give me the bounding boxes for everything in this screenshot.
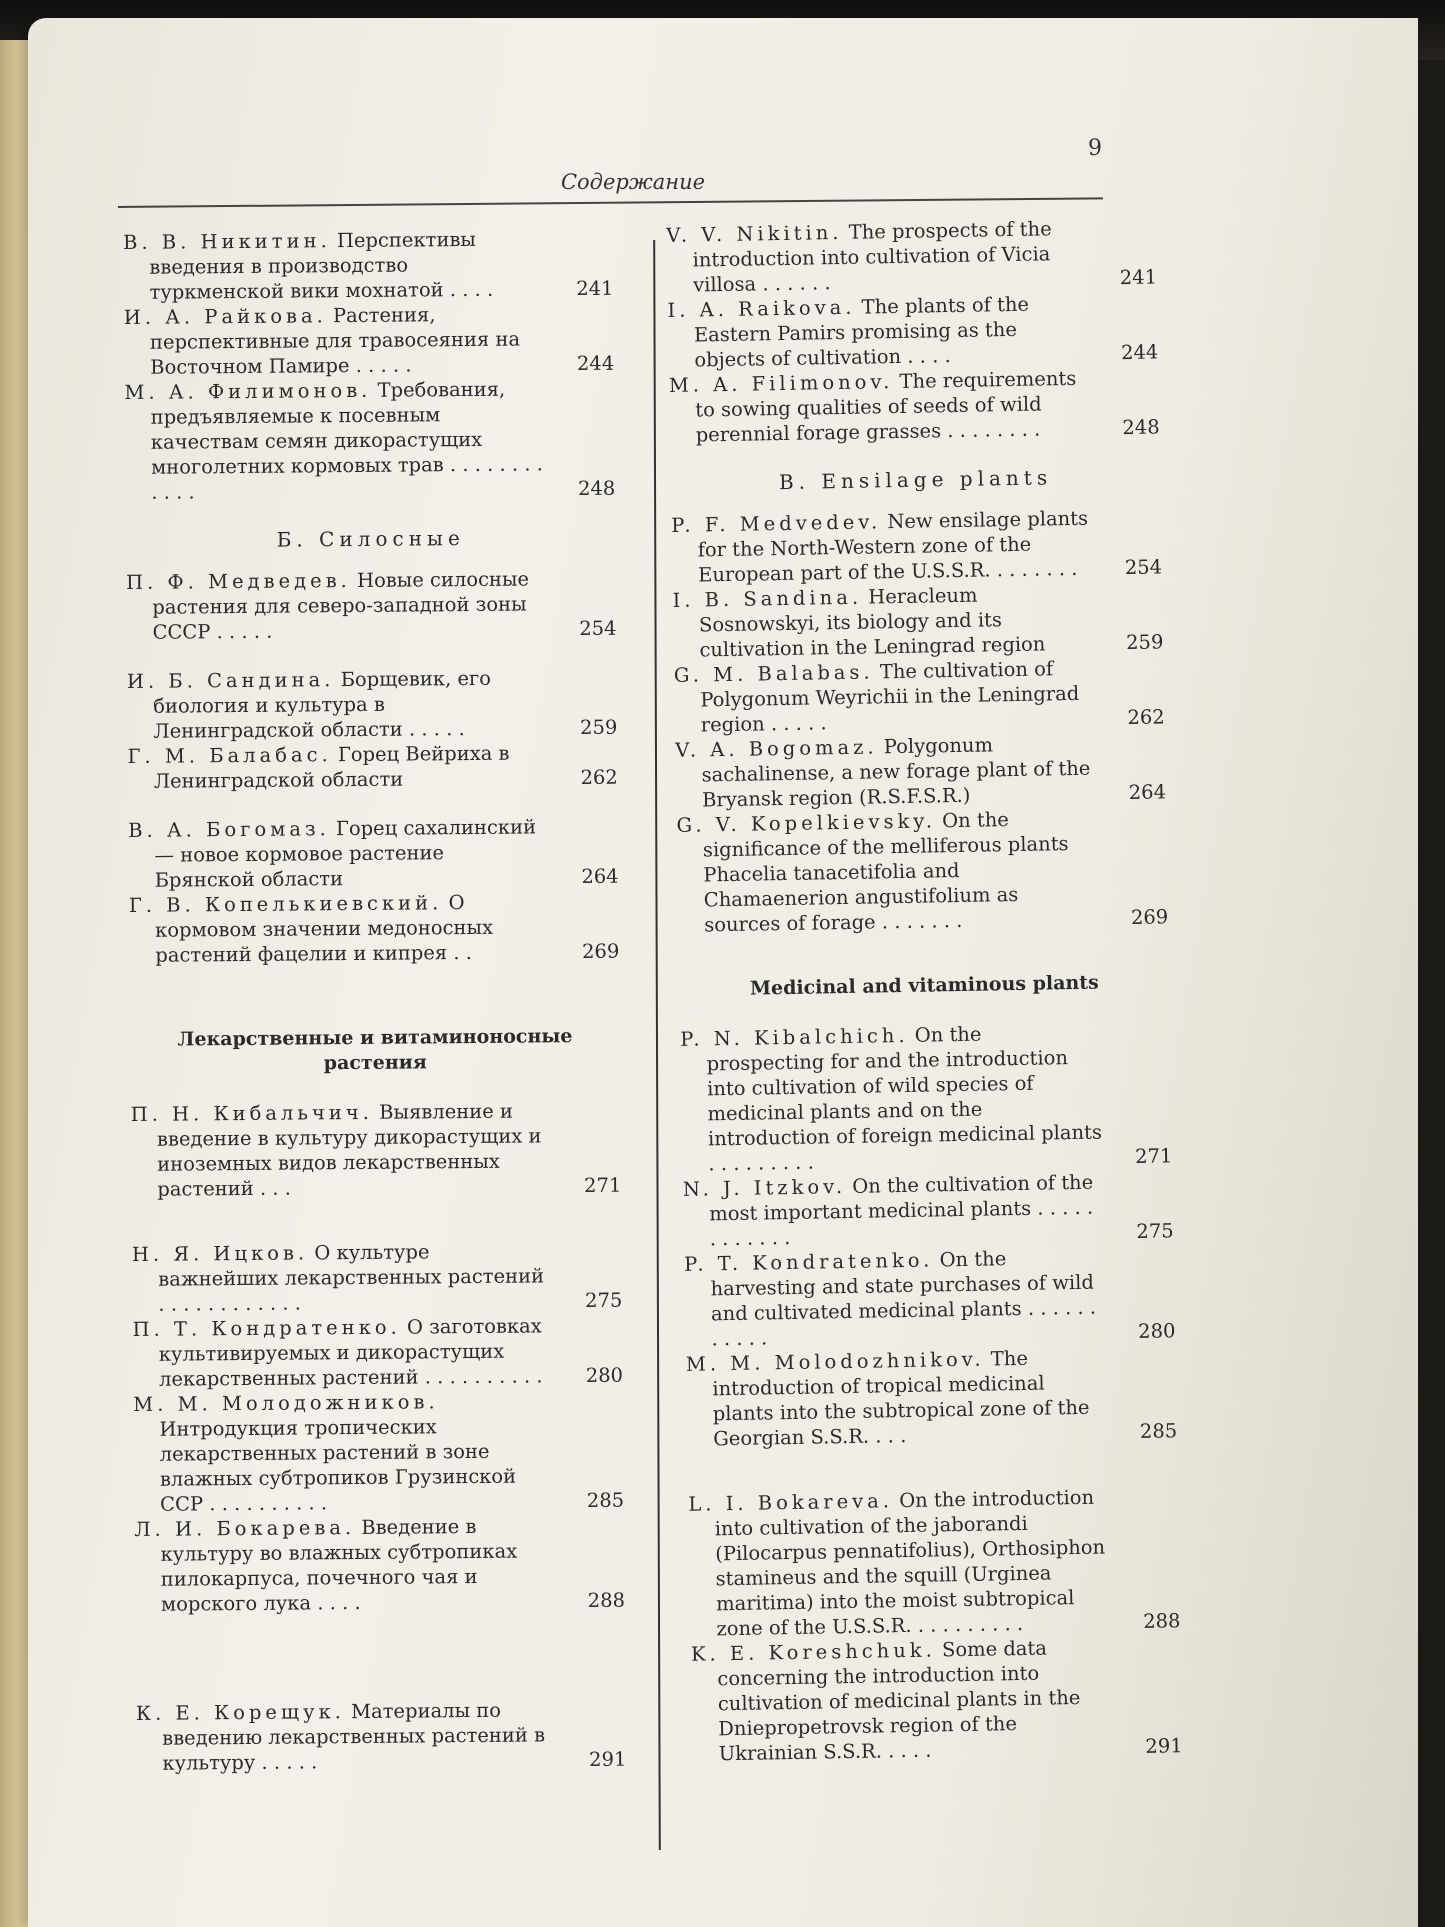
entry-author: M. M. Molodozhnikov. xyxy=(685,1347,985,1376)
toc-entry: P. F. Medvedev. New ensilage plants for the North-Western zone of the European part of the U.S.S.R. . . . . . . . 254 xyxy=(671,506,1163,587)
entry-title: Требования, предъявляемые к посевным качествам семян дикорастущих многолетних кормовых трав xyxy=(150,377,506,479)
entry-author: V. V. Nikitin. xyxy=(666,220,843,247)
entry-author: P. T. Kondratenko. xyxy=(683,1248,934,1276)
entry-author: Г. М. Балабас. xyxy=(127,743,332,768)
toc-entry: М. М. Молодожников. Интродукция тропических лекарственных растений в зоне влажных субтропиков Грузинской ССР . . . . . . . . . . 285 xyxy=(133,1390,625,1516)
entry-title: New ensilage plants for the North-Western zone of the European part of the U.S.S.R. xyxy=(697,506,1089,587)
entry-author: K. E. Koreshchuk. xyxy=(690,1638,937,1666)
entry-title: Борщевик, его биология и культура в Ленинградской области xyxy=(153,666,492,743)
toc-entry: К. Е. Корещук. Материалы по введению лекарственных растений в культуру . . . . . 291 xyxy=(135,1698,627,1775)
entry-title: Материалы по введению лекарственных растений в культуру xyxy=(162,1698,546,1775)
entry-author: G. V. Kopelkievsky. xyxy=(676,809,937,837)
entry-title: О культуре важнейших лекарственных растений xyxy=(158,1240,545,1291)
entry-page: 288 xyxy=(1143,1609,1181,1633)
entry-page: 254 xyxy=(579,616,617,641)
entry-title: The prospects of the introduction into cultivation of Vicia villosa xyxy=(692,217,1052,297)
entry-title: Интродукция тропических лекарственных растений в зоне влажных субтропиков Грузинской ССР xyxy=(159,1415,517,1516)
entry-title: On the significance of the melliferous plants Phacelia tanacetifolia and Chamaenerion angustifolium as sources of forage xyxy=(702,808,1069,937)
entry-title: On the harvesting and state purchases of wild and cultivated medicinal plants xyxy=(710,1247,1095,1326)
entry-title: Перспективы введения в производство туркменской вики мохнатой xyxy=(149,227,476,304)
entry-page: 291 xyxy=(589,1747,627,1771)
entry-page: 285 xyxy=(1139,1419,1178,1443)
toc-entry xyxy=(128,814,619,893)
entry-title: Polygonum sachalinense, a new forage plant of the Bryansk region (R.S.F.S.R.) xyxy=(701,733,1091,812)
entry-author: I. B. Sandina. xyxy=(672,585,863,612)
section-heading: B. Ensilage plants xyxy=(778,465,1053,495)
entry-title: Введение в культуру во влажных субтропиках пилокарпуса, почечного чая и морского лука xyxy=(160,1514,518,1616)
entry-page: 244 xyxy=(576,351,615,376)
entry-author: P. N. Kibalchich. xyxy=(680,1023,909,1051)
toc-entry: N. J. Itzkov. On the cultivation of the most important medicinal plants . . . . . . . . . . . . 275 xyxy=(682,1170,1174,1251)
entry-title: Горец Вейриха в Ленинградской области xyxy=(153,741,510,793)
toc-entry xyxy=(672,579,1163,663)
entry-author: Н. Я. Ицков. xyxy=(131,1241,309,1266)
running-head-text: Содержание xyxy=(560,170,706,194)
entry-author: P. F. Medvedev. xyxy=(671,510,882,537)
entry-author: L. I. Bokareva. xyxy=(688,1489,894,1516)
contents-column-russian xyxy=(123,226,626,1776)
entry-page: 291 xyxy=(1145,1734,1183,1758)
entry-page: 244 xyxy=(1120,340,1159,365)
entry-title: The introduction of tropical medicinal plants into the subtropical zone of the Georgian S.S.R. xyxy=(712,1346,1090,1451)
toc-entry: Г. В. Копелькиевский. О кормовом значении медоносных растений фацелии и кипрея . . 269 xyxy=(128,891,620,967)
entry-author: П. Т. Кондратенко. xyxy=(132,1315,401,1341)
running-head xyxy=(28,170,1128,194)
book-page xyxy=(28,18,1418,1927)
section-heading: Medicinal and vitaminous plants xyxy=(749,971,1099,1000)
entry-page: 269 xyxy=(581,939,620,964)
entry-page: 254 xyxy=(1124,555,1163,580)
toc-entry xyxy=(675,729,1166,813)
entry-page: 264 xyxy=(1128,780,1167,805)
entry-page: 262 xyxy=(1127,705,1165,730)
entry-page: 271 xyxy=(1134,1144,1173,1168)
entry-author: П. Ф. Медведев. xyxy=(125,569,351,594)
entry-author: В. А. Богомаз. xyxy=(128,817,330,842)
entry-page: 248 xyxy=(577,476,616,501)
entry-page: 259 xyxy=(580,715,618,740)
entry-page: 275 xyxy=(585,1288,623,1313)
header-rule xyxy=(118,197,1103,208)
entry-title: On the prospecting for and the introduction into cultivation of wild species of medicinal plants and on the introduction of foreign medicinal plants xyxy=(706,1022,1103,1151)
entry-author: М. М. Молодожников. xyxy=(133,1390,439,1416)
entry-page: 264 xyxy=(581,864,619,889)
entry-page: 275 xyxy=(1136,1219,1174,1243)
entry-title: Выявление и введение в культуру дикорастущих и иноземных видов лекарственных растений xyxy=(156,1099,542,1201)
entry-author: К. Е. Корещук. xyxy=(135,1700,346,1725)
entry-title: Новые силосные растения для северо-западной зоны СССР xyxy=(152,567,530,644)
entry-author: N. J. Itzkov. xyxy=(682,1175,847,1201)
toc-entry: I. A. Raikova. The plants of the Eastern Pamirs promising as the objects of cultivation . . . . 244 xyxy=(667,292,1159,372)
toc-entry: V. V. Nikitin. The prospects of the introduction into cultivation of Vicia villosa . . . . . . 241 xyxy=(666,217,1158,297)
toc-entry xyxy=(127,740,617,794)
entry-author: V. A. Bogomaz. xyxy=(675,735,878,762)
toc-entry: P. N. Kibalchich. On the prospecting for and the introduction into cultivation of wild species of medicinal plants and on the introduction of foreign medicinal plants . . . . . . . . . 271 xyxy=(680,1022,1173,1176)
toc-entry: И. Б. Сандина. Борщевик, его биология и культура в Ленинградской области . . . . . 259 xyxy=(126,666,618,743)
toc-entry: П. Т. Кондратенко. О заготовках культивируемых и дикорастущих лекарственных растений . . . . . . . . . . 280 xyxy=(132,1314,624,1391)
entry-author: И. А. Райкова. xyxy=(123,304,327,329)
entry-page: 248 xyxy=(1122,415,1160,440)
toc-entry: G. M. Balabas. The cultivation of Polygonum Weyrichii in the Leningrad region . . . . . 262 xyxy=(673,657,1165,737)
entry-title: The requirements to sowing qualities of seeds of wild perennial forage grasses xyxy=(695,366,1077,447)
entry-title: The cultivation of Polygonum Weyrichii in the Leningrad region xyxy=(700,657,1080,737)
entry-page: 241 xyxy=(1119,265,1158,290)
entry-page: 259 xyxy=(1125,630,1164,655)
toc-entry: П. Н. Кибальчич. Выявление и введение в культуру дикорастущих и иноземных видов лекарственных растений . . . 271 xyxy=(130,1099,622,1201)
entry-title: О кормовом значении медоносных растений фацелии и кипрея xyxy=(155,891,494,967)
toc-entry: М. А. Филимонов. Требования, предъявляемые к посевным качествам семян дикорастущих многолетних кормовых трав . . . . . . . . . . . . 248 xyxy=(124,377,616,504)
toc-entry: L. I. Bokareva. On the introduction into cultivation of the jaborandi (Pilocarpus pennatifolius), Orthosiphon stamineus and the squill (Urginea maritima) into the moist subtropical zone of the U.S.S.R. . . . . . . . . . 288 xyxy=(688,1485,1181,1641)
entry-author: М. А. Филимонов. xyxy=(124,378,372,404)
entry-author: G. M. Balabas. xyxy=(673,660,874,687)
entry-title: Растения, перспективные для травосеяния на Восточном Памире xyxy=(149,303,521,379)
entry-title: The plants of the Eastern Pamirs promising as the objects of cultivation xyxy=(693,292,1030,372)
entry-author: I. A. Raikova. xyxy=(667,295,856,322)
toc-entry: K. E. Koreshchuk. Some data concerning the introduction into cultivation of medicinal plants in the Dniepropetrovsk region of the Ukrainian S.S.R. . . . . 291 xyxy=(690,1636,1183,1766)
entry-author: В. В. Никитин. xyxy=(123,229,331,254)
contents-column-english xyxy=(666,214,1183,1766)
entry-title: On the introduction into cultivation of the jaborandi (Pilocarpus pennatifolius), Orthosiphon stamineus and the squill (Urginea maritima) into the moist subtropical zone of the U.S.S.R. xyxy=(714,1485,1106,1641)
entry-author: Г. В. Копелькиевский. xyxy=(128,891,443,917)
entry-page: 280 xyxy=(1137,1319,1176,1343)
entry-page: 262 xyxy=(580,765,618,790)
toc-entry: П. Ф. Медведев. Новые силосные растения для северо-западной зоны СССР . . . . . 254 xyxy=(125,567,617,644)
section-heading: Лекарственные и витаминоносные растения xyxy=(177,1025,573,1075)
toc-entry: M. M. Molodozhnikov. The introduction of tropical medicinal plants into the subtropical zone of the Georgian S.S.R. . . . 285 xyxy=(685,1346,1178,1451)
entry-page: 285 xyxy=(586,1488,625,1512)
entry-page: 241 xyxy=(576,276,614,301)
entry-page: 269 xyxy=(1130,905,1169,929)
toc-entry: G. V. Kopelkievsky. On the significance of the melliferous plants Phacelia tanacetifolia and Chamaenerion angustifolium as sources of forage . . . . . . . 269 xyxy=(676,808,1169,937)
entry-author: П. Н. Кибальчич. xyxy=(130,1100,374,1126)
entry-author: M. A. Filimonov. xyxy=(668,370,894,397)
toc-entry: P. T. Kondratenko. On the harvesting and state purchases of wild and cultivated medicinal plants . . . . . . . . . . . 280 xyxy=(683,1247,1176,1351)
toc-entry: Л. И. Бокарева. Введение в культуру во влажных субтропиках пилокарпуса, почечного чая и морского лука . . . . 288 xyxy=(134,1514,626,1616)
entry-title: Heracleum Sosnowskyi, its biology and its cultivation in the Leningrad region xyxy=(698,583,1046,662)
column-divider xyxy=(653,240,661,1850)
entry-author: И. Б. Сандина. xyxy=(126,668,335,693)
entry-author: Л. И. Бокарева. xyxy=(134,1516,356,1541)
section-heading: Б. Силосные xyxy=(276,526,465,552)
page-number: 9 xyxy=(1088,136,1102,161)
entry-title: Some data concerning the introduction into cultivation of medicinal plants in the Dniepropetrovsk region of the Ukrainian S.S.R. xyxy=(717,1636,1081,1766)
entry-title: On the cultivation of the most important medicinal plants xyxy=(709,1170,1094,1226)
entry-page: 280 xyxy=(585,1363,624,1388)
toc-entry: M. A. Filimonov. The requirements to sowing qualities of seeds of wild perennial forage grasses . . . . . . . . 248 xyxy=(668,366,1160,447)
entry-title: Горец сахалинский — новое кормовое растение Брянской области xyxy=(154,815,537,892)
toc-entry: В. В. Никитин. Перспективы введения в производство туркменской вики мохнатой . . . . 241 xyxy=(123,227,614,304)
entry-page: 271 xyxy=(584,1173,622,1198)
toc-entry: И. А. Райкова. Растения, перспективные для травосеяния на Восточном Памире . . . . . 244 xyxy=(123,303,615,379)
entry-title: О заготовках культивируемых и дикорастущих лекарственных растений xyxy=(158,1314,542,1391)
toc-entry: Н. Я. Ицков. О культуре важнейших лекарственных растений . . . . . . . . . . . . 275 xyxy=(131,1240,623,1316)
entry-page: 288 xyxy=(587,1588,626,1612)
